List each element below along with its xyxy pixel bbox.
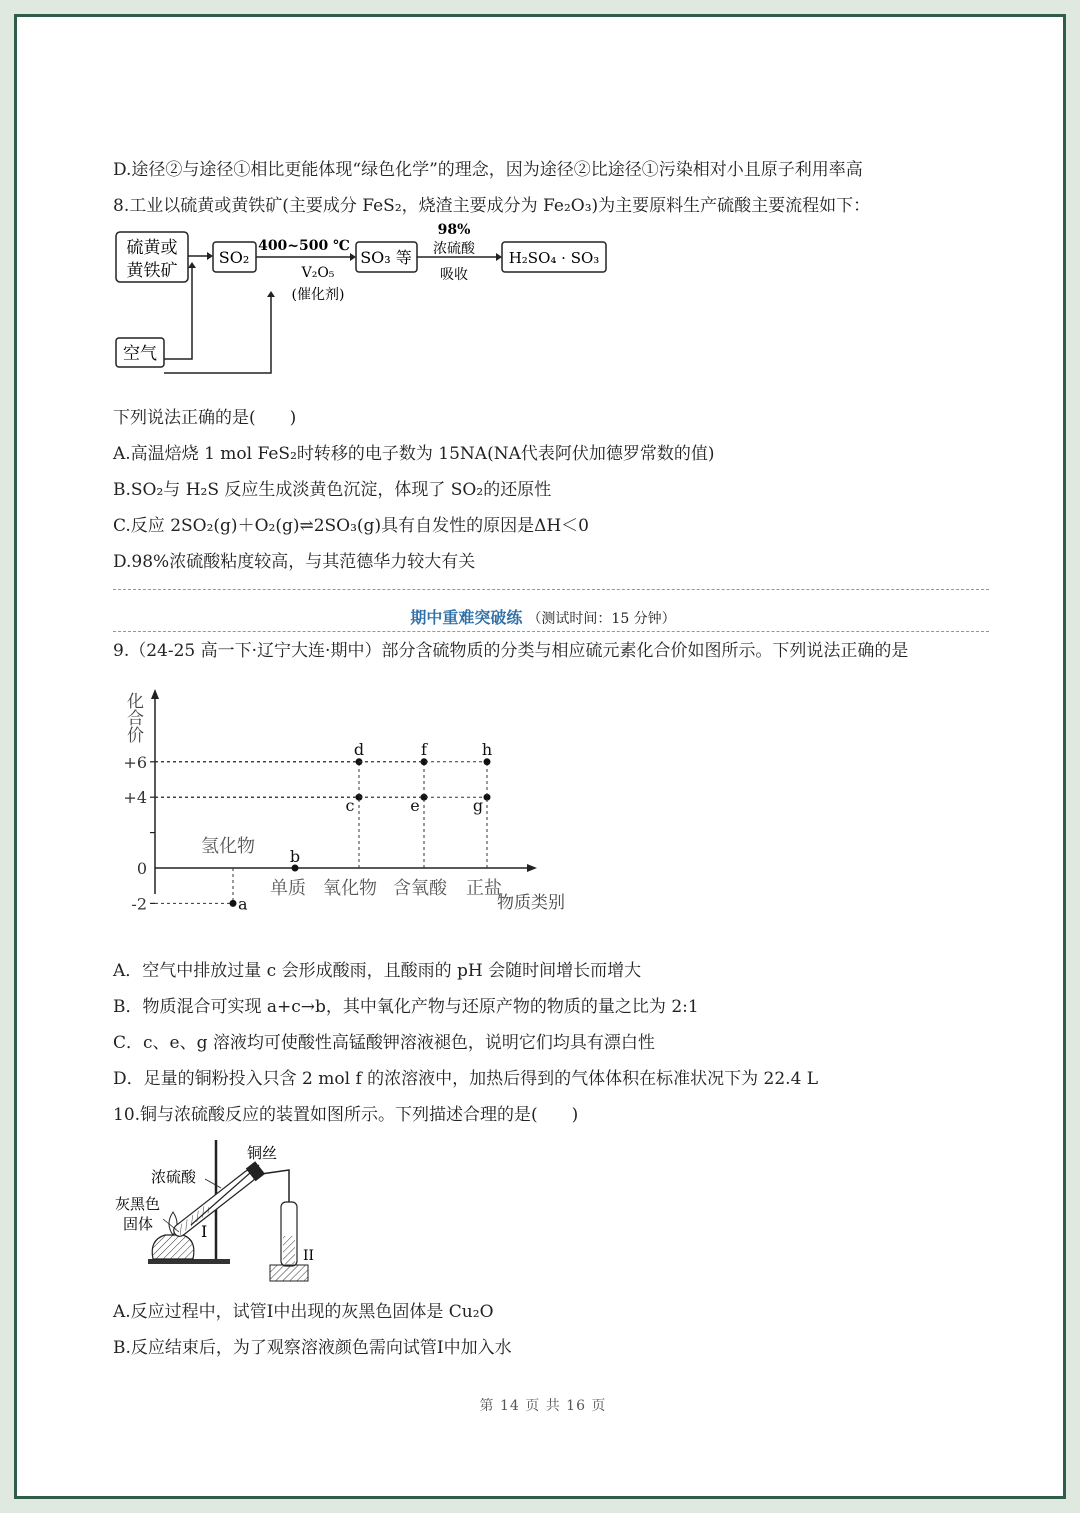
q10-stem: 10.铜与浓硫酸反应的装置如图所示。下列描述合理的是( ) [113,1105,579,1125]
acid-pct-label: 98% [437,222,471,238]
point-label: a [238,894,248,914]
q10-apparatus-figure [113,1132,333,1292]
point-h [484,758,491,765]
y-tick-label: +4 [123,788,147,808]
x-axis-label: 物质类别 [497,893,565,913]
temp-label: 400~500 ℃ [258,238,350,254]
q10-option-b: B.反应结束后，为了观察溶液颜色需向试管I中加入水 [113,1338,512,1358]
point-label: b [289,847,301,866]
q7-option-d: D.途径②与途径①相比更能体现“绿色化学”的理念，因为途径②比途径①污染相对小且原子利用率高 [113,160,863,180]
box-raw-label-1: 硫黄或 [126,238,178,258]
spirit-lamp [152,1235,194,1259]
box-air-label: 空气 [123,344,157,364]
point-label: d [353,739,365,759]
q8-stem: 8.工业以硫黄或黄铁矿(主要成分 FeS₂，烧渣主要成分为 Fe₂O₃)为主要原料生产硫酸主要流程如下： [113,196,871,216]
category-label: 正盐 [466,878,502,899]
label-copper-wire: 铜丝 [247,1144,278,1162]
exam-page [14,14,1066,1499]
q8-flow-diagram [113,215,613,375]
box-so3-label: SO₃ 等 [360,248,412,267]
acid-name-label: 浓硫酸 [433,241,475,257]
catalyst-label: V₂O₅ [301,265,335,281]
label-tube-1: I [201,1222,208,1241]
q8-option-b: B.SO₂与 H₂S 反应生成淡黄色沉淀，体现了 SO₂的还原性 [113,480,552,500]
absorb-label: 吸收 [440,267,468,283]
label-conc-acid: 浓硫酸 [151,1168,197,1186]
q9-stem: 9.（24-25 高一下·辽宁大连·期中）部分含硫物质的分类与相应硫元素化合价如图所示。下列说法正确的是 [113,641,909,661]
tube2-liquid [283,1236,295,1264]
y-tick-label: -2 [131,894,147,914]
section-header [17,605,1069,628]
point-label: c [345,796,355,816]
point-label: f [421,739,427,759]
q9-valence-chart [113,672,593,922]
iron-stand-base [148,1259,230,1264]
box-raw-label-2: 黄铁矿 [126,261,178,281]
q8-prompt: 下列说法正确的是( ) [113,408,297,428]
copper-wire [191,1165,259,1225]
section-divider-bottom [113,631,989,632]
q8-option-a: A.高温焙烧 1 mol FeS₂时转移的电子数为 15NA(NA代表阿伏加德罗常数的值) [113,444,715,464]
section-title: 期中重难突破练 [410,608,523,627]
q8-option-c: C.反应 2SO₂(g)＋O₂(g)⇌2SO₃(g)具有自发性的原因是ΔH＜0 [113,516,589,536]
tube-rack [270,1265,308,1281]
box-product-label: H₂SO₄ · SO₃ [508,249,600,267]
page-footer: 第 14 页 共 16 页 [479,1398,607,1414]
label-tube-2: II [303,1248,315,1264]
point-label: g [472,796,484,816]
y-tick-label: 0 [136,859,147,878]
category-label: 氢化物 [201,836,255,857]
q9-option-c: C．c、e、g 溶液均可使酸性高锰酸钾溶液褪色，说明它们均具有漂白性 [113,1033,655,1053]
q9-option-a: A．空气中排放过量 c 会形成酸雨，且酸雨的 pH 会随时间增长而增大 [113,961,642,981]
q10-option-a: A.反应过程中，试管I中出现的灰黑色固体是 Cu₂O [113,1302,494,1322]
label-solid-1: 灰黑色 [115,1195,161,1213]
category-label: 含氧酸 [393,878,447,899]
q8-option-d: D.98%浓硫酸粘度较高，与其范德华力较大有关 [113,552,476,572]
q9-option-b: B．物质混合可实现 a+c→b，其中氧化产物与还原产物的物质的量之比为 2:1 [113,997,699,1017]
label-solid-2: 固体 [123,1215,154,1233]
y-tick-label: +6 [123,752,147,772]
y-axis-label: 化合价 [123,692,143,743]
category-label: 氧化物 [323,878,377,899]
section-subtitle: （测试时间：15 分钟） [527,611,676,627]
point-label: h [481,739,493,759]
box-so2-label: SO₂ [218,248,250,267]
section-divider-top [113,589,989,590]
category-label: 单质 [270,878,306,899]
point-label: e [410,796,420,816]
catalyst-note: (催化剂) [291,287,345,303]
q9-option-d: D．足量的铜粉投入只含 2 mol f 的浓溶液中，加热后得到的气体体积在标准状况下为 22.4 L [113,1069,819,1089]
point-a [230,900,237,907]
